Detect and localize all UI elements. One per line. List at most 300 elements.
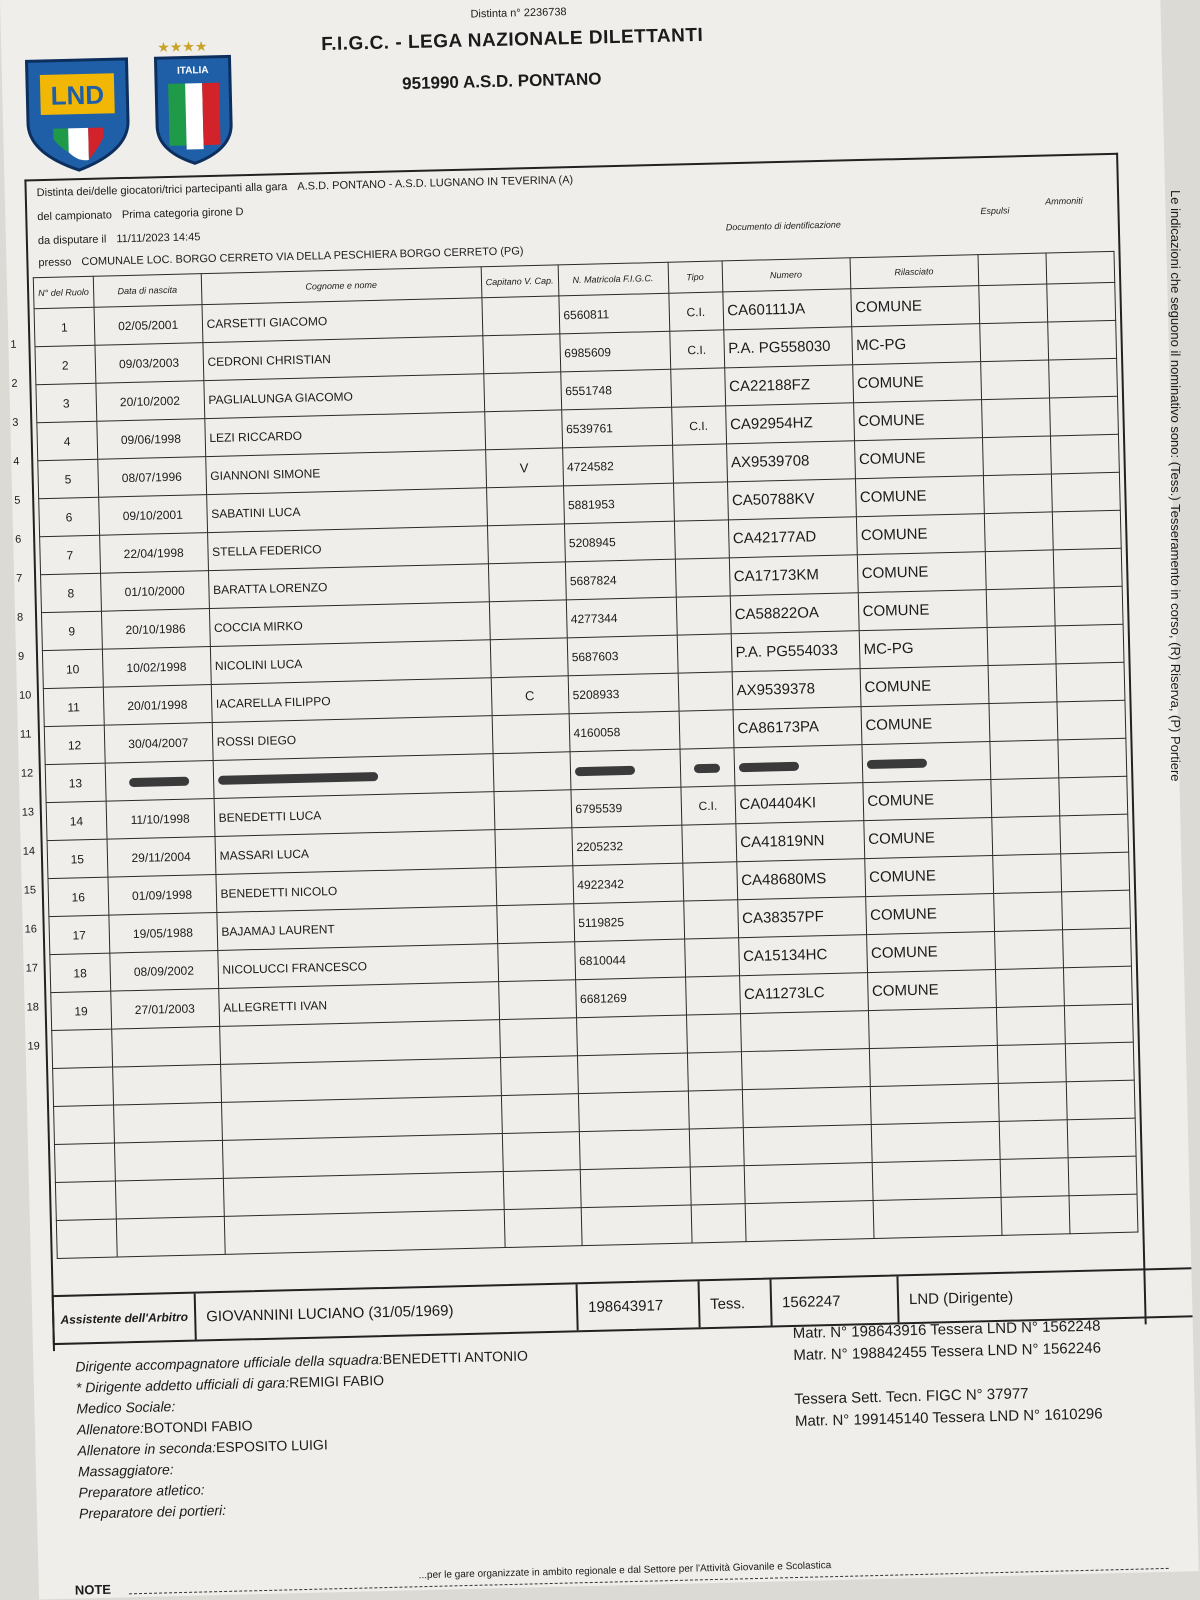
assistente-matricola: 198643917 bbox=[578, 1281, 701, 1330]
espulsi-cell bbox=[989, 740, 1058, 780]
side-row-number: 16 bbox=[24, 923, 38, 936]
doc-type bbox=[670, 368, 725, 407]
staff-value: ESPOSITO LUIGI bbox=[215, 1436, 328, 1456]
doc-number: CA58822OA bbox=[730, 593, 859, 634]
side-row-number: 17 bbox=[25, 962, 39, 975]
empty-cell bbox=[743, 1125, 872, 1166]
matricola: 5687824 bbox=[565, 559, 676, 600]
player-name: IACARELLA FILIPPO bbox=[211, 678, 492, 723]
empty-cell bbox=[869, 1045, 998, 1086]
espulsi-cell bbox=[992, 854, 1061, 894]
empty-cell bbox=[687, 1052, 742, 1091]
captain-mark bbox=[489, 600, 567, 640]
player-name: COCCIA MIRKO bbox=[209, 602, 490, 647]
side-row-number: 11 bbox=[19, 728, 32, 741]
col-matricola: N. Matricola F.I.G.C. bbox=[558, 262, 669, 296]
row-number: 19 bbox=[51, 991, 112, 1030]
doc-type bbox=[681, 824, 736, 863]
captain-mark bbox=[490, 638, 568, 678]
empty-cell bbox=[871, 1121, 1000, 1162]
assistente-label: Assistente dell'Arbitro bbox=[54, 1294, 197, 1343]
redaction-mark bbox=[866, 758, 926, 768]
empty-cell bbox=[688, 1090, 743, 1129]
captain-mark bbox=[498, 980, 576, 1020]
player-name: LEZI RICCARDO bbox=[204, 412, 485, 457]
doc-type: C.I. bbox=[668, 292, 723, 331]
birth-date: 20/10/2002 bbox=[96, 381, 205, 422]
empty-cell bbox=[1069, 1194, 1138, 1234]
doc-type bbox=[680, 748, 735, 787]
doc-issuer: MC-PG bbox=[851, 324, 980, 365]
meta-campionato-label: del campionato bbox=[37, 209, 113, 224]
note-label: NOTE bbox=[74, 1581, 112, 1598]
ammoniti-cell bbox=[1048, 358, 1117, 398]
empty-cell bbox=[689, 1128, 744, 1167]
doc-type bbox=[684, 938, 739, 977]
empty-cell bbox=[115, 1178, 224, 1219]
col-tipo: Tipo bbox=[668, 261, 723, 293]
row-number: 11 bbox=[43, 687, 104, 726]
matricola-line: Matr. N° 199145140 Tessera LND N° 1610296 bbox=[794, 1405, 1103, 1430]
ammoniti-header: Ammoniti bbox=[1045, 195, 1083, 207]
col-ruolo: N° del Ruolo bbox=[33, 276, 93, 308]
matricola-line: Matr. N° 198842455 Tessera LND N° 1562246 bbox=[793, 1339, 1102, 1365]
doc-issuer: COMUNE bbox=[856, 514, 985, 555]
doc-issuer: COMUNE bbox=[866, 931, 995, 972]
doc-type: C.I. bbox=[671, 406, 726, 445]
captain-mark bbox=[495, 828, 573, 868]
captain-mark: V bbox=[485, 448, 563, 488]
captain-mark bbox=[488, 562, 566, 602]
empty-cell bbox=[745, 1201, 874, 1242]
doc-issuer: COMUNE bbox=[862, 780, 991, 821]
redaction-mark bbox=[129, 776, 189, 786]
empty-cell bbox=[1068, 1156, 1137, 1196]
empty-cell bbox=[997, 1044, 1066, 1084]
empty-cell bbox=[116, 1216, 225, 1257]
doc-number bbox=[733, 745, 862, 786]
matricola: 6539761 bbox=[561, 407, 672, 448]
birth-date: 01/09/1998 bbox=[108, 874, 217, 915]
club-name: 951990 A.S.D. PONTANO bbox=[401, 69, 602, 94]
row-number: 12 bbox=[44, 725, 105, 764]
row-number: 8 bbox=[41, 573, 102, 612]
player-name: NICOLINI LUCA bbox=[210, 640, 491, 685]
captain-mark bbox=[497, 942, 575, 982]
matricola: 5687603 bbox=[567, 635, 678, 676]
empty-cell bbox=[576, 1015, 687, 1056]
doc-number: CA15134HC bbox=[738, 935, 867, 976]
doc-type bbox=[672, 444, 727, 483]
ammoniti-cell bbox=[1052, 510, 1121, 550]
empty-cell bbox=[996, 1006, 1065, 1046]
espulsi-cell bbox=[982, 436, 1051, 476]
matricola-line: Tessera Sett. Tecn. FIGC N° 37977 bbox=[794, 1385, 1029, 1409]
doc-issuer: COMUNE bbox=[852, 362, 981, 403]
doc-issuer: COMUNE bbox=[865, 894, 994, 935]
espulsi-cell bbox=[984, 512, 1053, 552]
captain-mark bbox=[493, 752, 571, 792]
doc-number: P.A. PG554033 bbox=[731, 631, 860, 672]
row-number: 3 bbox=[36, 383, 97, 422]
redaction-mark bbox=[738, 761, 798, 771]
captain-mark bbox=[494, 790, 572, 830]
doc-issuer: COMUNE bbox=[860, 666, 989, 707]
doc-number: CA48680MS bbox=[736, 859, 865, 900]
matricola: 5881953 bbox=[563, 483, 674, 524]
assistente-nome: GIOVANNINI LUCIANO (31/05/1969) bbox=[196, 1284, 579, 1339]
empty-cell bbox=[580, 1167, 691, 1208]
empty-cell bbox=[52, 1029, 113, 1068]
page-title: F.I.G.C. - LEGA NAZIONALE DILETTANTI bbox=[320, 24, 704, 56]
matricola bbox=[570, 749, 681, 790]
row-number: 13 bbox=[45, 763, 106, 802]
side-row-number: 3 bbox=[12, 416, 19, 429]
ammoniti-cell bbox=[1046, 282, 1115, 322]
staff-label: Allenatore in seconda: bbox=[77, 1439, 217, 1459]
staff-label: Allenatore: bbox=[76, 1419, 145, 1438]
empty-cell bbox=[499, 1018, 577, 1058]
birth-date: 22/04/1998 bbox=[99, 533, 208, 574]
staff-label: Dirigente accompagnatore ufficiale della squadra: bbox=[75, 1351, 383, 1375]
birth-date: 01/10/2000 bbox=[100, 571, 209, 612]
side-row-number: 6 bbox=[15, 533, 22, 546]
meta-gara-label: Distinta dei/delle giocatori/trici partecipanti alla gara bbox=[36, 181, 288, 200]
row-number: 9 bbox=[41, 611, 102, 650]
empty-cell bbox=[870, 1083, 999, 1124]
row-number: 10 bbox=[42, 649, 103, 688]
player-name: GIANNONI SIMONE bbox=[205, 450, 486, 495]
espulsi-cell bbox=[991, 816, 1060, 856]
assistente-tessera: 1562247 bbox=[771, 1276, 899, 1325]
empty-cell bbox=[54, 1105, 115, 1144]
birth-date: 09/03/2003 bbox=[95, 343, 204, 384]
side-row-number: 8 bbox=[16, 611, 24, 624]
empty-cell bbox=[111, 1026, 220, 1067]
ammoniti-cell bbox=[1051, 472, 1120, 512]
empty-cell bbox=[868, 1007, 997, 1048]
doc-issuer: COMUNE bbox=[850, 286, 979, 327]
matricole-list bbox=[793, 1316, 1103, 1433]
player-name: CARSETTI GIACOMO bbox=[202, 298, 483, 343]
meta-data-value: 11/11/2023 14:45 bbox=[116, 231, 201, 246]
doc-number: CA50788KV bbox=[727, 479, 856, 520]
player-name: BAJAMAJ LAURENT bbox=[216, 906, 497, 951]
birth-date: 27/01/2003 bbox=[110, 988, 219, 1029]
side-row-number: 14 bbox=[22, 845, 36, 858]
ammoniti-cell bbox=[1060, 852, 1129, 892]
doc-type: C.I. bbox=[680, 786, 735, 825]
doc-number: CA22188FZ bbox=[724, 365, 853, 406]
captain-mark bbox=[492, 714, 570, 754]
doc-issuer: COMUNE bbox=[857, 552, 986, 593]
empty-cell bbox=[1065, 1042, 1134, 1082]
assistente-tess-label: Tess. bbox=[700, 1280, 773, 1328]
doc-type bbox=[673, 482, 728, 521]
doc-number: AX9539708 bbox=[726, 441, 855, 482]
doc-issuer: COMUNE bbox=[858, 590, 987, 631]
doc-type bbox=[676, 596, 731, 635]
side-row-number: 15 bbox=[23, 884, 37, 897]
matricola: 2205232 bbox=[571, 825, 682, 866]
staff-label: Preparatore dei portieri: bbox=[78, 1501, 227, 1522]
birth-date bbox=[105, 761, 214, 802]
doc-type bbox=[682, 862, 737, 901]
empty-cell bbox=[1000, 1158, 1069, 1198]
matricola: 6810044 bbox=[574, 939, 685, 980]
doc-number: CA42177AD bbox=[728, 517, 857, 558]
doc-group-header: Documento di identificazione bbox=[725, 219, 841, 233]
staff-label: * Dirigente addetto ufficiali di gara: bbox=[75, 1374, 290, 1396]
espulsi-cell bbox=[994, 930, 1063, 970]
espulsi-cell bbox=[986, 588, 1055, 628]
empty-cell bbox=[998, 1082, 1067, 1122]
doc-issuer: COMUNE bbox=[853, 400, 982, 441]
row-number: 4 bbox=[37, 421, 98, 460]
espulsi-cell bbox=[981, 398, 1050, 438]
figc-logo bbox=[151, 34, 236, 166]
row-number: 16 bbox=[48, 877, 109, 916]
staff-value: REMIGI FABIO bbox=[288, 1372, 385, 1391]
matricola: 5119825 bbox=[573, 901, 684, 942]
captain-mark bbox=[496, 904, 574, 944]
staff-value: BOTONDI FABIO bbox=[143, 1417, 253, 1436]
player-name: BENEDETTI NICOLO bbox=[216, 868, 497, 913]
birth-date: 19/05/1988 bbox=[109, 912, 218, 953]
ammoniti-cell bbox=[1056, 700, 1125, 740]
espulsi-cell bbox=[990, 778, 1059, 818]
redaction-mark bbox=[694, 763, 720, 773]
doc-type bbox=[678, 672, 733, 711]
doc-type bbox=[685, 976, 740, 1015]
empty-cell bbox=[224, 1210, 505, 1255]
birth-date: 20/01/1998 bbox=[103, 685, 212, 726]
staff-list bbox=[75, 1346, 532, 1525]
matricola: 4160058 bbox=[569, 711, 680, 752]
matricola: 4724582 bbox=[562, 445, 673, 486]
player-name: PAGLIALUNGA GIACOMO bbox=[203, 374, 484, 419]
staff-label: Medico Sociale: bbox=[76, 1398, 176, 1417]
meta-campionato-value: Prima categoria girone D bbox=[121, 206, 244, 222]
matricola: 4922342 bbox=[572, 863, 683, 904]
matricola: 6681269 bbox=[575, 977, 686, 1018]
side-row-number: 19 bbox=[27, 1040, 40, 1053]
empty-cell bbox=[53, 1067, 114, 1106]
matricola: 6795539 bbox=[570, 787, 681, 828]
empty-cell bbox=[744, 1163, 873, 1204]
player-name: BENEDETTI LUCA bbox=[214, 792, 495, 837]
side-row-number: 7 bbox=[15, 572, 23, 585]
empty-cell bbox=[503, 1170, 581, 1210]
staff-value: BENEDETTI ANTONIO bbox=[382, 1347, 529, 1368]
side-row-number: 2 bbox=[11, 377, 18, 390]
doc-issuer: COMUNE bbox=[863, 818, 992, 859]
svg-text:★★★★: ★★★★ bbox=[157, 38, 208, 57]
espulsi-cell bbox=[980, 360, 1049, 400]
player-name: SABATINI LUCA bbox=[206, 488, 487, 533]
meta-data-label: da disputare il bbox=[37, 233, 107, 248]
espulsi-cell bbox=[993, 892, 1062, 932]
doc-number: CA04404KI bbox=[734, 783, 863, 824]
birth-date: 20/10/1986 bbox=[101, 609, 210, 650]
side-row-number: 18 bbox=[26, 1001, 40, 1014]
birth-date: 08/07/1996 bbox=[97, 457, 206, 498]
note-text: ...per le gare organizzate in ambito regionale e dal Settore per l'Attività Giovanile e Scolastica bbox=[418, 1560, 832, 1582]
doc-issuer: COMUNE bbox=[861, 704, 990, 745]
captain-mark bbox=[482, 334, 560, 374]
row-number: 17 bbox=[49, 915, 110, 954]
doc-issuer: COMUNE bbox=[854, 438, 983, 479]
empty-cell bbox=[873, 1197, 1002, 1238]
matricola: 6551748 bbox=[560, 369, 671, 410]
figc-logo-text: ITALIA bbox=[176, 64, 209, 77]
empty-cell bbox=[691, 1204, 746, 1243]
col-capitano: Capitano V. Cap. bbox=[481, 265, 559, 298]
player-name: STELLA FEDERICO bbox=[207, 526, 488, 571]
espulsi-cell bbox=[978, 284, 1047, 324]
empty-cell bbox=[872, 1159, 1001, 1200]
captain-mark: C bbox=[491, 676, 569, 716]
matricola: 4277344 bbox=[566, 597, 677, 638]
empty-cell bbox=[581, 1205, 692, 1246]
empty-cell bbox=[500, 1056, 578, 1096]
birth-date: 10/02/1998 bbox=[102, 647, 211, 688]
row-number: 7 bbox=[40, 535, 101, 574]
empty-cell bbox=[742, 1087, 871, 1128]
player-name: ALLEGRETTI IVAN bbox=[218, 982, 499, 1027]
doc-type bbox=[679, 710, 734, 749]
empty-cell bbox=[504, 1208, 582, 1248]
doc-type bbox=[675, 558, 730, 597]
side-row-number: 12 bbox=[20, 767, 34, 780]
player-name: MASSARI LUCA bbox=[215, 830, 496, 875]
ammoniti-cell bbox=[1063, 966, 1132, 1006]
doc-number: CA38357PF bbox=[737, 897, 866, 938]
col-nascita: Data di nascita bbox=[93, 274, 202, 308]
empty-cell bbox=[112, 1064, 221, 1105]
side-row-number: 4 bbox=[13, 455, 20, 468]
doc-number: CA11273LC bbox=[739, 973, 868, 1014]
player-name: ROSSI DIEGO bbox=[212, 716, 493, 761]
doc-type bbox=[677, 634, 732, 673]
empty-cell bbox=[578, 1091, 689, 1132]
captain-mark bbox=[483, 372, 561, 412]
birth-date: 08/09/2002 bbox=[109, 950, 218, 991]
empty-cell bbox=[1066, 1080, 1135, 1120]
side-row-number: 10 bbox=[18, 689, 32, 702]
matricola: 6560811 bbox=[558, 293, 669, 334]
empty-cell bbox=[501, 1094, 579, 1134]
staff-label: Massaggiatore: bbox=[77, 1461, 174, 1480]
side-row-number: 1 bbox=[10, 338, 17, 351]
empty-cell bbox=[579, 1129, 690, 1170]
distinta-number: Distinta n° 2236738 bbox=[470, 6, 567, 21]
empty-cell bbox=[1067, 1118, 1136, 1158]
empty-cell bbox=[54, 1143, 115, 1182]
empty-cell bbox=[1001, 1196, 1070, 1236]
espulsi-cell bbox=[983, 474, 1052, 514]
side-legend: Le indicazioni che seguono il nominativo sono: (Tess.) Tesseramento in corso, (R) Riserva, (P) Portiere bbox=[1168, 190, 1183, 782]
ammoniti-cell bbox=[1049, 396, 1118, 436]
ammoniti-cell bbox=[1058, 776, 1127, 816]
espulsi-cell bbox=[985, 550, 1054, 590]
player-name: BARATTA LORENZO bbox=[208, 564, 489, 609]
col-rilasciato: Rilasciato bbox=[850, 255, 979, 289]
row-number: 18 bbox=[50, 953, 111, 992]
ammoniti-cell bbox=[1054, 586, 1123, 626]
doc-type bbox=[683, 900, 738, 939]
side-row-number: 5 bbox=[14, 494, 21, 507]
doc-type: C.I. bbox=[669, 330, 724, 369]
espulsi-cell bbox=[979, 322, 1048, 362]
doc-issuer: COMUNE bbox=[855, 476, 984, 517]
ammoniti-cell bbox=[1055, 624, 1124, 664]
col-numero: Numero bbox=[722, 258, 851, 292]
empty-cell bbox=[114, 1140, 223, 1181]
birth-date: 02/05/2001 bbox=[94, 305, 203, 346]
doc-issuer bbox=[861, 742, 990, 783]
doc-issuer: MC-PG bbox=[859, 628, 988, 669]
doc-issuer: COMUNE bbox=[867, 969, 996, 1010]
doc-number: CA41819NN bbox=[735, 821, 864, 862]
empty-cell bbox=[690, 1166, 745, 1205]
player-name: NICOLUCCI FRANCESCO bbox=[217, 944, 498, 989]
ammoniti-cell bbox=[1061, 890, 1130, 930]
empty-cell bbox=[1064, 1004, 1133, 1044]
row-number: 6 bbox=[39, 497, 100, 536]
doc-number: CA92954HZ bbox=[725, 403, 854, 444]
player-name: CEDRONI CHRISTIAN bbox=[203, 336, 484, 381]
redaction-mark bbox=[574, 766, 634, 776]
doc-number: CA86173PA bbox=[733, 707, 862, 748]
assistente-ruolo: LND (Dirigente) bbox=[908, 1288, 1014, 1308]
espulsi-cell bbox=[995, 968, 1064, 1008]
ammoniti-cell bbox=[1062, 928, 1131, 968]
empty-cell bbox=[741, 1049, 870, 1090]
doc-number: AX9539378 bbox=[732, 669, 861, 710]
staff-label: Preparatore atletico: bbox=[78, 1481, 205, 1501]
row-number: 1 bbox=[34, 307, 95, 346]
birth-date: 11/10/1998 bbox=[106, 799, 215, 840]
birth-date: 09/10/2001 bbox=[98, 495, 207, 536]
col-ammoniti bbox=[1045, 251, 1114, 284]
captain-mark bbox=[482, 296, 560, 336]
lnd-logo bbox=[21, 51, 134, 174]
espulsi-cell bbox=[988, 702, 1057, 742]
roster-table bbox=[33, 251, 1138, 1259]
doc-number: P.A. PG558030 bbox=[723, 327, 852, 368]
side-row-number: 13 bbox=[21, 806, 35, 819]
birth-date: 29/11/2004 bbox=[107, 837, 216, 878]
empty-cell bbox=[740, 1011, 869, 1052]
birth-date: 30/04/2007 bbox=[104, 723, 213, 764]
doc-issuer: COMUNE bbox=[864, 856, 993, 897]
birth-date: 09/06/1998 bbox=[96, 419, 205, 460]
meta-presso-label: presso bbox=[38, 256, 72, 270]
row-number: 5 bbox=[38, 459, 99, 498]
matricola: 5208933 bbox=[568, 673, 679, 714]
captain-mark bbox=[495, 866, 573, 906]
ammoniti-cell bbox=[1050, 434, 1119, 474]
espulsi-cell bbox=[988, 664, 1057, 704]
captain-mark bbox=[487, 524, 565, 564]
doc-number: CA17173KM bbox=[729, 555, 858, 596]
ammoniti-cell bbox=[1053, 548, 1122, 588]
doc-type bbox=[674, 520, 729, 559]
empty-cell bbox=[55, 1181, 116, 1220]
meta-presso-value: COMUNALE LOC. BORGO CERRETO VIA DELLA PESCHIERA BORGO CERRETO (PG) bbox=[81, 245, 524, 269]
meta-gara-value: A.S.D. PONTANO - A.S.D. LUGNANO IN TEVERINA (A) bbox=[297, 174, 574, 193]
